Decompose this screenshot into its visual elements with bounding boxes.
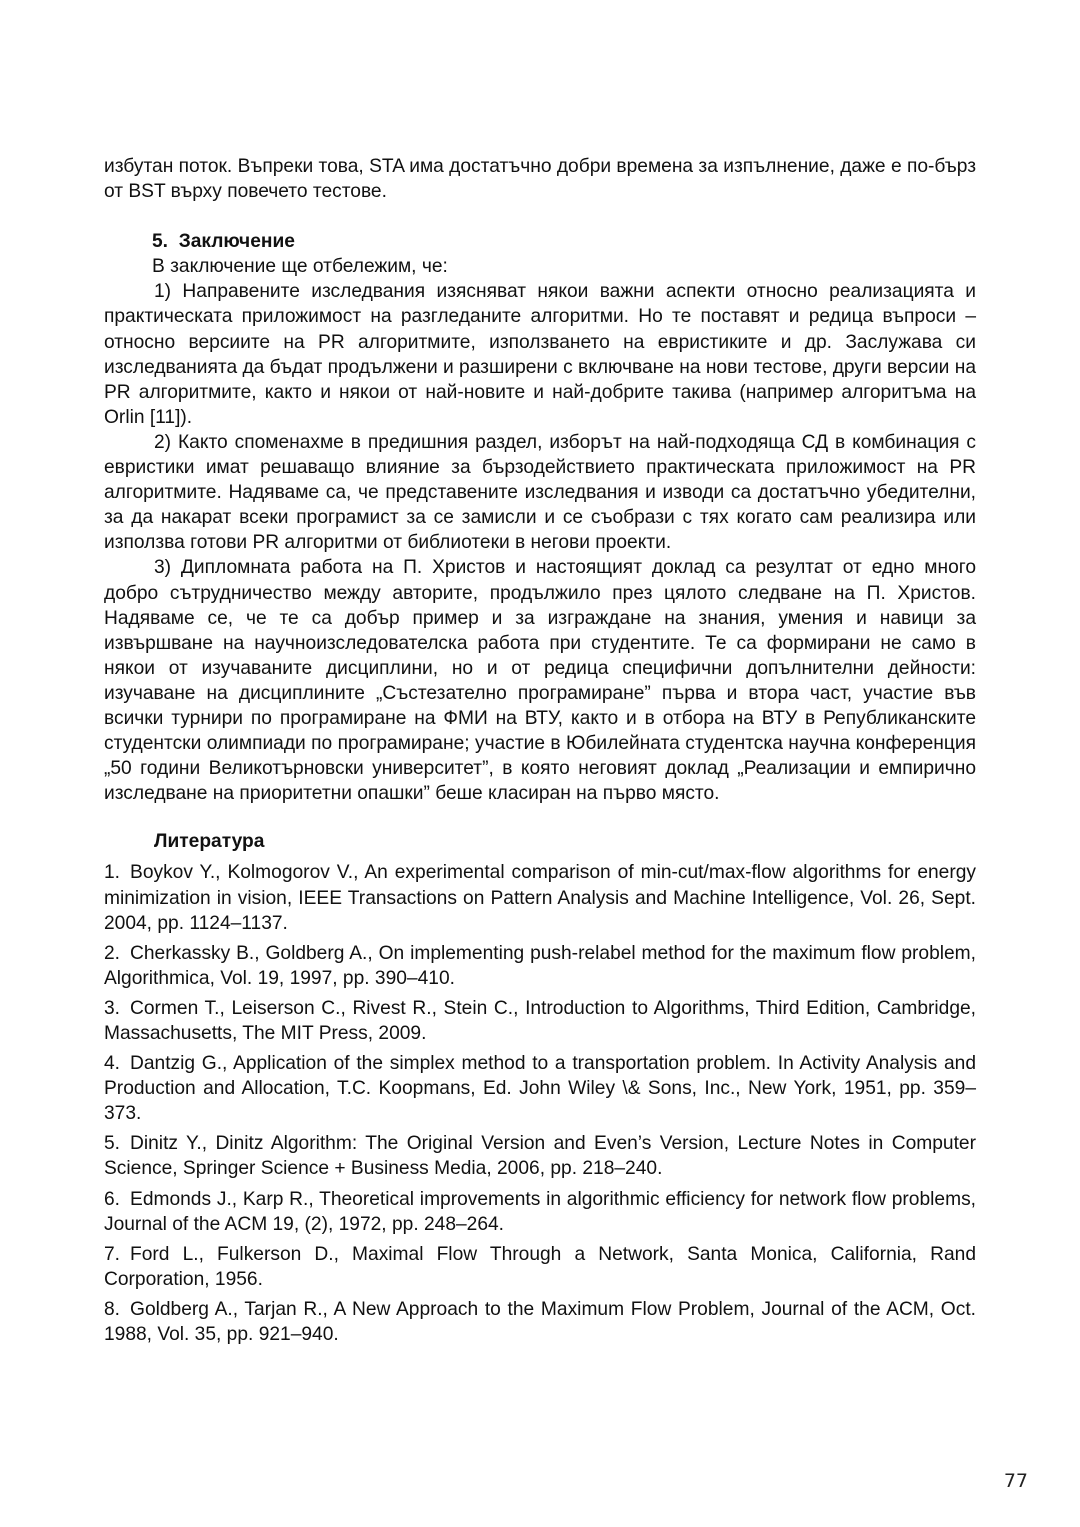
reference-item [104,996,976,1046]
reference-text: Cherkassky B., Goldberg A., On implementing push-relabel method for the maximum flow problem, Algorithmica, Vol. 19, 1997, pp. 390–410. [104,942,976,989]
reference-number: 4. [104,1053,121,1075]
conclusion-point-1: 1) Направените изследвания изясняват някои важни аспекти относно реализацията и практическата приложимост на разгледаните алгоритми. Но те поставят и редица въпроси – относно версиите на PR алгоритмите, използването на евристиките и др. Заслужава си изследванията да бъдат продължени и разширени с включване на нови тестове, други версии на PR алгоритмите, както и някои от най-новите и най-добрите такива (например алгоритъма на Orlin [11]). [104,281,976,428]
reference-item [104,1051,976,1126]
conclusion-title: Заключение [178,231,295,253]
conclusion-point-2: 2) Както споменахме в предишния раздел, изборът на най-подходяща СД в комбинация с евристики имат решаващо влияние за бързодействието практическата приложимост на PR алгоритмите. Надяваме са, че представените изследвания и изводи са достатъчно убедителни, за да накарат всеки програмист за се замисли и се съобрази с тях когато сам реализира или използва готови PR алгоритми от библиотеки в негови проекти. [104,431,976,554]
page-number: 77 [1003,1470,1028,1492]
conclusion-point-3: 3) Дипломната работа на П. Христов и настоящият доклад са резултат от едно много добро сътрудничество между авторите, продължило през цялото следване на П. Христов. Надяваме се, че те са добър пример и за изграждане на знания, умения и навици за извършване на научноизследователска работа при студентите. Те са формирани не само в някои от изучаваните дисциплини, но и от редица специфични допълнителни дейности: изучаване на дисциплините „Състезателно програмиране” първа и втора част, участие във всички турнири по програмиране на ФМИ на ВТУ, както и в отбора на ВТУ в Републиканските студентски олимпиади по програмиране; участие в Юбилейната студентска научна конференция „50 години Великотърновски университет”, в която неговият доклад „Реализации и емпирично изследване на приоритетни опашки” беше класиран на първо място. [104,557,976,805]
conclusion-lead: В заключение ще отбележим, че: [152,256,448,278]
reference-number: 2. [104,942,121,964]
page-content [104,154,976,1352]
reference-item [104,1187,976,1237]
reference-number: 8. [104,1298,121,1320]
reference-number: 6. [104,1188,121,1210]
reference-text: Dinitz Y., Dinitz Algorithm: The Original Version and Even’s Version, Lecture Notes in Computer Science, Springer Science + Business Media, 2006, pp. 218–240. [104,1133,976,1180]
reference-text: Boykov Y., Kolmogorov V., An experimental comparison of min-cut/max-flow algorithms for energy minimization in vision, IEEE Transactions on Pattern Analysis and Machine Intelligence, Vol. 26, Sept. 2004, pp. 1124–1137. [104,862,976,934]
reference-text: Ford L., Fulkerson D., Maximal Flow Through a Network, Santa Monica, California, Rand Corporation, 1956. [104,1243,976,1290]
conclusion-number: 5. [152,231,169,253]
reference-item [104,1131,976,1181]
reference-number: 7. [104,1243,121,1265]
reference-text: Edmonds J., Karp R., Theoretical improvements in algorithmic efficiency for network flow problems, Journal of the ACM 19, (2), 1972, pp. 248–264. [104,1188,976,1235]
intro-paragraph: избутан поток. Въпреки това, STA има достатъчно добри времена за изпълнение, даже е по-бърз от BST върху повечето тестове. [104,156,976,203]
reference-item [104,860,976,935]
reference-item [104,941,976,991]
reference-text: Dantzig G., Application of the simplex method to a transportation problem. In Activity Analysis and Production and Allocation, T.C. Koopmans, Ed. John Wiley \& Sons, Inc., New York, 1951, pp. 359–373. [104,1053,976,1125]
literature-heading: Литература [154,831,265,853]
reference-item [104,1242,976,1292]
reference-item [104,1297,976,1347]
reference-number: 5. [104,1133,121,1155]
conclusion-heading [104,229,976,254]
reference-text: Goldberg A., Tarjan R., A New Approach to the Maximum Flow Problem, Journal of the ACM, Oct. 1988, Vol. 35, pp. 921–940. [104,1298,976,1346]
reference-number: 1. [104,862,121,884]
reference-number: 3. [104,997,121,1019]
reference-text: Cormen T., Leiserson C., Rivest R., Stein C., Introduction to Algorithms, Third Edition, Cambridge, Massachusetts, The MIT Press, 2009. [104,997,976,1044]
